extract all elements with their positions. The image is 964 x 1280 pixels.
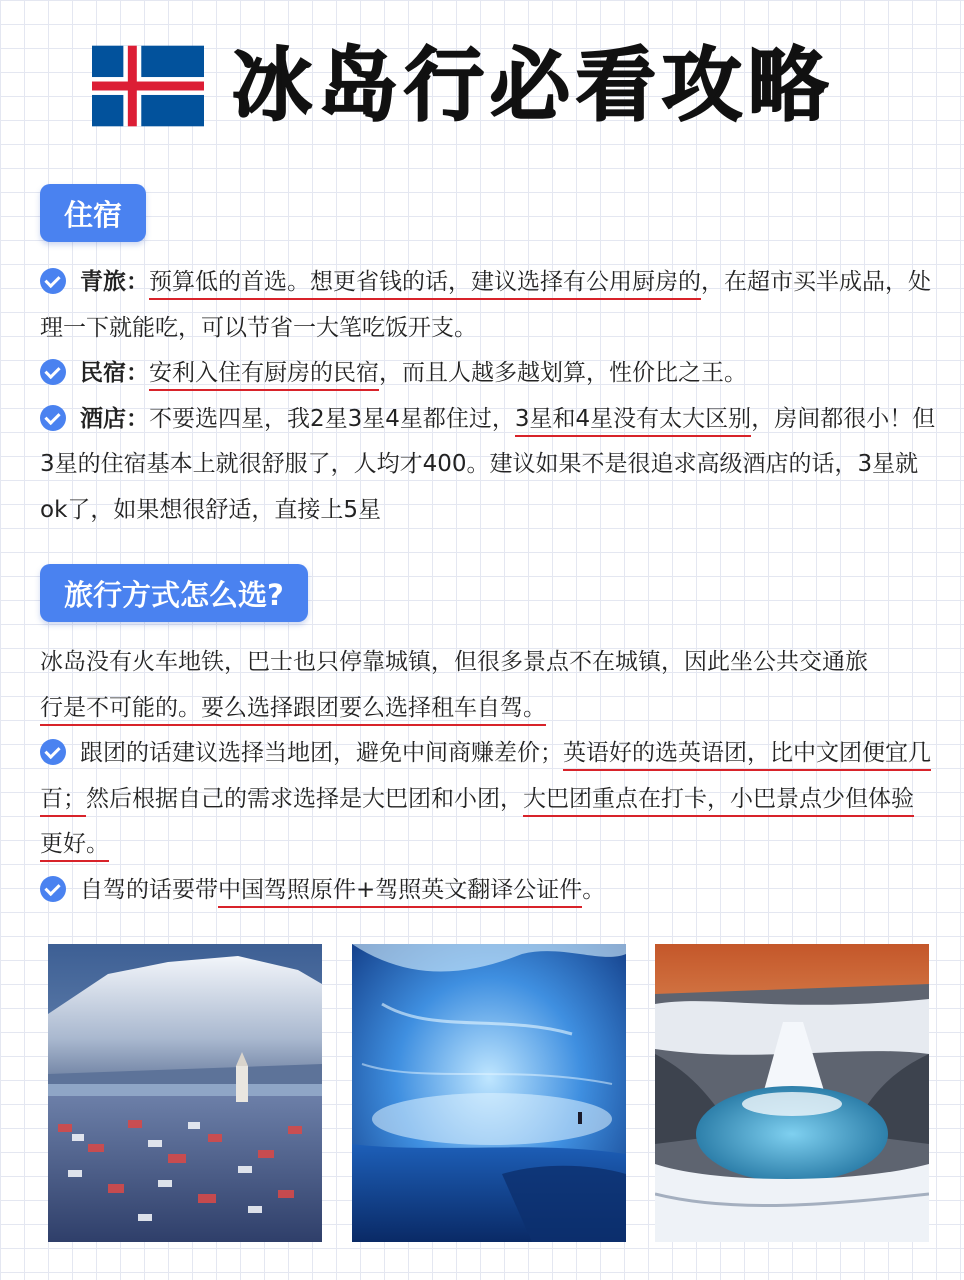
list-item bbox=[40, 351, 936, 397]
list-item bbox=[40, 397, 936, 534]
intro-line-1: 冰岛没有火车地铁，巴士也只停靠城镇，但很多景点不在城镇，因此坐公共交通旅 bbox=[40, 649, 868, 675]
lodging-section bbox=[40, 260, 936, 533]
transport-badge: 旅行方式怎么选? bbox=[40, 564, 308, 622]
highlight-text: 安利入住有厨房的民宿 bbox=[149, 360, 379, 391]
waterfall-canyon-photo bbox=[655, 944, 929, 1242]
item-text: ，房间都很小！但3星的住宿基本上就很舒服了，人均才400。建议如果不是很追求高级酒店的话，3星就ok了，如果想很舒适，直接上5星 bbox=[40, 405, 936, 523]
iceland-flag-icon bbox=[92, 44, 204, 128]
highlight-text: 英语好的选英语团，比中文团便宜几百； bbox=[40, 740, 931, 817]
transport-section bbox=[40, 640, 936, 913]
item-text: 不要选四星，我2星3星4星都住过， bbox=[149, 405, 515, 432]
item-text: ，而且人越多越划算，性价比之王。 bbox=[379, 360, 747, 386]
page-title: 冰岛行必看攻略 bbox=[232, 39, 834, 132]
list-item bbox=[40, 868, 936, 914]
highlight-text: 中国驾照原件+驾照英文翻译公证件 bbox=[218, 877, 582, 908]
list-item bbox=[40, 731, 936, 868]
check-circle-icon bbox=[40, 405, 66, 431]
check-circle-icon bbox=[40, 268, 66, 294]
highlight-text: 预算低的首选。想更省钱的话，建议选择有公用厨房的 bbox=[149, 269, 701, 300]
header bbox=[92, 40, 834, 132]
list-item bbox=[40, 260, 936, 351]
item-text: 然后根据自己的需求选择是大巴团和小团， bbox=[86, 785, 523, 812]
ice-cave-photo bbox=[352, 944, 626, 1242]
highlight-text: 3星和4星没有太大区别 bbox=[515, 406, 751, 437]
item-text: 自驾的话要带 bbox=[80, 876, 218, 903]
check-circle-icon bbox=[40, 876, 66, 902]
check-circle-icon bbox=[40, 359, 66, 385]
item-text: 。 bbox=[582, 876, 606, 903]
item-label: 酒店： bbox=[80, 405, 149, 432]
item-label: 民宿： bbox=[80, 360, 149, 386]
highlight-text: 大巴团重点在打卡，小巴景点少但体验更好。 bbox=[40, 786, 914, 863]
check-circle-icon bbox=[40, 739, 66, 765]
item-label: 青旅： bbox=[80, 269, 149, 295]
item-text: 跟团的话建议选择当地团，避免中间商赚差价； bbox=[80, 740, 563, 766]
reykjavik-photo bbox=[48, 944, 322, 1242]
item-text: ，在超市买半成品，处理一下就能吃，可以节省一大笔吃饭开支。 bbox=[40, 269, 931, 341]
intro-text bbox=[40, 640, 936, 731]
intro-line-2: 行是不可能的。要么选择跟团要么选择租车自驾。 bbox=[40, 695, 546, 726]
lodging-badge: 住宿 bbox=[40, 184, 146, 242]
